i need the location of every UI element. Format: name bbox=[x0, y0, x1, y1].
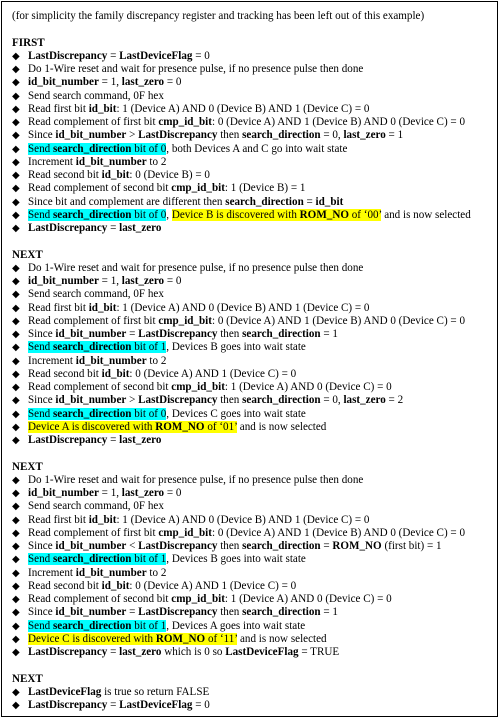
diamond-bullet-icon: ◆ bbox=[12, 143, 20, 155]
variable-name: LastDiscrepancy bbox=[138, 129, 218, 142]
step-text: = 1 bbox=[320, 606, 338, 619]
step-text: Read complement of first bit bbox=[28, 116, 159, 128]
step-item bbox=[12, 381, 491, 394]
step-text: bit of 1 bbox=[131, 341, 167, 354]
step-text: Since bbox=[28, 540, 56, 552]
step-text: Send bbox=[28, 142, 53, 155]
diamond-bullet-icon: ◆ bbox=[12, 355, 20, 367]
step-text: : 1 (Device A) AND 0 (Device C) = 0 bbox=[224, 381, 392, 393]
diamond-bullet-icon: ◆ bbox=[12, 209, 20, 221]
variable-name: LastDeviceFlag bbox=[119, 49, 193, 62]
step-text: to 2 bbox=[146, 566, 167, 579]
variable-name: last_zero bbox=[343, 394, 386, 407]
section-heading: NEXT bbox=[12, 672, 43, 685]
variable-name: search_direction bbox=[52, 619, 132, 632]
diamond-bullet-icon: ◆ bbox=[12, 647, 20, 658]
diamond-bullet-icon: ◆ bbox=[12, 276, 20, 287]
step-text: = bbox=[303, 195, 316, 208]
diamond-bullet-icon: ◆ bbox=[12, 686, 20, 698]
step-text: = 0, bbox=[320, 394, 344, 407]
step-text: and is now selected bbox=[381, 208, 471, 221]
step-item bbox=[12, 408, 491, 421]
variable-name: id_bit_number bbox=[75, 566, 147, 579]
section-2 bbox=[12, 461, 491, 673]
step-text: then bbox=[217, 328, 243, 340]
diamond-bullet-icon: ◆ bbox=[12, 501, 20, 513]
diamond-bullet-icon: ◆ bbox=[12, 382, 20, 393]
diamond-bullet-icon: ◆ bbox=[12, 302, 20, 314]
step-item bbox=[12, 394, 491, 407]
variable-name: id_bit bbox=[101, 579, 130, 592]
step-text: Send bbox=[28, 553, 53, 566]
variable-name: id_bit_number bbox=[28, 487, 99, 499]
step-text: Increment bbox=[28, 155, 76, 168]
diamond-bullet-icon: ◆ bbox=[12, 223, 20, 234]
step-item bbox=[12, 302, 491, 315]
variable-name: LastDiscrepancy bbox=[28, 222, 108, 234]
diamond-bullet-icon: ◆ bbox=[12, 329, 20, 340]
diamond-bullet-icon: ◆ bbox=[12, 488, 20, 499]
step-text: Device C is discovered with bbox=[28, 632, 156, 645]
step-text: Device A is discovered with bbox=[28, 420, 156, 433]
variable-name: cmp_id_bit bbox=[158, 526, 212, 539]
step-text: = 2 bbox=[385, 394, 404, 407]
step-text: Since bbox=[28, 394, 56, 407]
variable-name: id_bit bbox=[101, 367, 130, 380]
step-text: , both Devices A and C go into wait state bbox=[166, 142, 348, 155]
step-text: : 1 (Device A) AND 0 (Device B) AND 1 (Device C) = 0 bbox=[116, 102, 370, 115]
step-item bbox=[12, 606, 491, 619]
spacer bbox=[12, 23, 491, 36]
variable-name: search_direction bbox=[52, 553, 132, 566]
step-item bbox=[12, 103, 491, 116]
step-text: Increment bbox=[28, 354, 76, 367]
variable-name: id_bit_number bbox=[55, 606, 127, 619]
variable-name: last_zero bbox=[343, 129, 386, 142]
variable-name: id_bit bbox=[88, 102, 117, 115]
section-1 bbox=[12, 249, 491, 461]
diamond-bullet-icon: ◆ bbox=[12, 408, 20, 420]
step-text: = 0, bbox=[320, 129, 344, 142]
step-item bbox=[12, 540, 491, 553]
diamond-bullet-icon: ◆ bbox=[12, 620, 20, 632]
sections-container bbox=[12, 37, 491, 713]
variable-name: id_bit bbox=[88, 301, 117, 314]
step-item bbox=[12, 169, 491, 182]
variable-name: id_bit bbox=[88, 513, 117, 526]
step-text: : 1 (Device B) = 1 bbox=[224, 182, 306, 195]
step-text: = bbox=[107, 49, 120, 62]
diamond-bullet-icon: ◆ bbox=[12, 289, 20, 301]
step-text: which is 0 so bbox=[161, 646, 226, 658]
step-text: Read complement of second bit bbox=[28, 182, 172, 195]
variable-name: search_direction bbox=[242, 394, 321, 407]
diamond-bullet-icon: ◆ bbox=[12, 77, 20, 89]
step-item bbox=[12, 90, 491, 103]
diamond-bullet-icon: ◆ bbox=[12, 607, 20, 619]
variable-name: cmp_id_bit bbox=[171, 593, 225, 605]
step-text: Send bbox=[28, 341, 53, 354]
document-frame bbox=[1, 1, 498, 717]
diamond-bullet-icon: ◆ bbox=[12, 342, 20, 354]
variable-name: LastDiscrepancy bbox=[28, 646, 108, 658]
step-item bbox=[12, 580, 491, 593]
step-item bbox=[12, 288, 491, 301]
variable-name: search_direction bbox=[242, 129, 321, 142]
step-text: = 0 bbox=[164, 76, 182, 89]
step-item bbox=[12, 527, 491, 540]
variable-name: search_direction bbox=[225, 195, 304, 208]
variable-name: search_direction bbox=[52, 407, 132, 420]
variable-name: search_direction bbox=[242, 606, 321, 619]
diamond-bullet-icon: ◆ bbox=[12, 368, 20, 380]
step-text: bit of 0 bbox=[131, 208, 167, 221]
step-text: Read complement of first bit bbox=[28, 314, 159, 327]
step-text: bit of 0 bbox=[131, 142, 167, 155]
step-item bbox=[12, 50, 491, 63]
step-text: : 0 (Device A) AND 1 (Device B) AND 0 (Device C) = 0 bbox=[211, 526, 465, 539]
variable-name: id_bit bbox=[315, 195, 344, 208]
variable-name: LastDiscrepancy bbox=[28, 49, 108, 62]
step-text: Send bbox=[28, 619, 53, 632]
step-text: : 0 (Device A) AND 1 (Device B) AND 0 (Device C) = 0 bbox=[211, 314, 465, 327]
step-text: Since bbox=[28, 129, 56, 142]
step-text: Do 1-Wire reset and wait for presence pulse, if no presence pulse then done bbox=[28, 261, 364, 274]
step-text: Since bbox=[28, 328, 56, 340]
step-item bbox=[12, 421, 491, 434]
variable-name: id_bit_number bbox=[75, 155, 147, 168]
variable-name: cmp_id_bit bbox=[158, 116, 212, 128]
step-item bbox=[12, 262, 491, 275]
step-text: Increment bbox=[28, 566, 76, 579]
step-text: Read first bit bbox=[28, 301, 89, 314]
step-text: , bbox=[166, 208, 172, 221]
diamond-bullet-icon: ◆ bbox=[12, 700, 20, 711]
diamond-bullet-icon: ◆ bbox=[12, 594, 20, 605]
step-text: of ‘01’ bbox=[204, 420, 238, 433]
step-text: Send bbox=[28, 407, 53, 420]
step-text: Do 1-Wire reset and wait for presence pulse, if no presence pulse then done bbox=[28, 63, 364, 75]
variable-name: ROM_NO bbox=[299, 208, 349, 221]
step-item bbox=[12, 620, 491, 633]
step-item bbox=[12, 143, 491, 156]
section-0 bbox=[12, 37, 491, 249]
step-item bbox=[12, 514, 491, 527]
step-item bbox=[12, 196, 491, 209]
variable-name: last_zero bbox=[119, 222, 162, 234]
step-item bbox=[12, 434, 491, 447]
step-item bbox=[12, 355, 491, 368]
step-text: (first bit) = 1 bbox=[381, 540, 442, 552]
step-text: = bbox=[107, 434, 120, 446]
section-3 bbox=[12, 673, 491, 713]
step-item bbox=[12, 182, 491, 195]
search-example-text bbox=[12, 10, 491, 712]
step-text: Send search command, 0F hex bbox=[28, 500, 164, 513]
diamond-bullet-icon: ◆ bbox=[12, 435, 20, 446]
step-item bbox=[12, 593, 491, 606]
step-text: = 0 bbox=[164, 487, 182, 499]
step-item bbox=[12, 341, 491, 354]
step-text: = bbox=[107, 646, 120, 658]
step-text: = bbox=[126, 328, 139, 340]
step-item bbox=[12, 368, 491, 381]
step-text: Since bbox=[28, 606, 56, 619]
step-text: bit of 1 bbox=[131, 619, 167, 632]
step-text: : 1 (Device A) AND 0 (Device B) AND 1 (Device C) = 0 bbox=[116, 513, 370, 526]
step-item bbox=[12, 633, 491, 646]
step-text: = 1, bbox=[98, 76, 122, 89]
section-heading: NEXT bbox=[12, 460, 43, 473]
step-item bbox=[12, 328, 491, 341]
step-text: = bbox=[320, 540, 333, 552]
variable-name: ROM_NO bbox=[155, 632, 206, 645]
diamond-bullet-icon: ◆ bbox=[12, 117, 20, 128]
variable-name: id_bit_number bbox=[55, 328, 127, 340]
step-item bbox=[12, 156, 491, 169]
spacer bbox=[12, 659, 491, 672]
variable-name: ROM_NO bbox=[155, 420, 205, 433]
diamond-bullet-icon: ◆ bbox=[12, 103, 20, 115]
step-text: bit of 0 bbox=[131, 407, 167, 420]
step-text: Do 1-Wire reset and wait for presence pulse, if no presence pulse then done bbox=[28, 473, 364, 486]
variable-name: last_zero bbox=[121, 487, 165, 499]
diamond-bullet-icon: ◆ bbox=[12, 474, 20, 486]
step-text: = 0 bbox=[192, 49, 210, 62]
diamond-bullet-icon: ◆ bbox=[12, 156, 20, 168]
diamond-bullet-icon: ◆ bbox=[12, 633, 20, 645]
step-item bbox=[12, 222, 491, 235]
diamond-bullet-icon: ◆ bbox=[12, 315, 20, 327]
step-text: > bbox=[126, 129, 139, 142]
diamond-bullet-icon: ◆ bbox=[12, 183, 20, 195]
variable-name: LastDiscrepancy bbox=[28, 434, 108, 446]
step-item bbox=[12, 129, 491, 142]
step-text: = bbox=[126, 606, 139, 619]
diamond-bullet-icon: ◆ bbox=[12, 527, 20, 539]
variable-name: LastDeviceFlag bbox=[225, 646, 299, 658]
diamond-bullet-icon: ◆ bbox=[12, 395, 20, 407]
variable-name: LastDiscrepancy bbox=[138, 540, 218, 552]
step-text: : 1 (Device A) AND 0 (Device C) = 0 bbox=[224, 593, 392, 605]
variable-name: LastDiscrepancy bbox=[138, 606, 218, 619]
step-text: > bbox=[126, 394, 139, 407]
variable-name: last_zero bbox=[119, 434, 162, 446]
step-text: Read second bit bbox=[28, 367, 102, 380]
step-text: = TRUE bbox=[298, 646, 340, 658]
variable-name: id_bit_number bbox=[28, 76, 99, 89]
step-text: Send bbox=[28, 208, 53, 221]
step-text: : 0 (Device A) AND 1 (Device C) = 0 bbox=[129, 367, 297, 380]
step-text: Read complement of second bit bbox=[28, 381, 172, 393]
variable-name: cmp_id_bit bbox=[171, 182, 225, 195]
variable-name: search_direction bbox=[242, 328, 321, 340]
step-item bbox=[12, 275, 491, 288]
variable-name: id_bit_number bbox=[55, 129, 127, 142]
variable-name: id_bit_number bbox=[28, 275, 99, 287]
variable-name: last_zero bbox=[119, 646, 162, 658]
diamond-bullet-icon: ◆ bbox=[12, 170, 20, 181]
spacer bbox=[12, 235, 491, 248]
variable-name: id_bit_number bbox=[55, 394, 127, 407]
step-text: < bbox=[126, 540, 139, 552]
variable-name: search_direction bbox=[242, 540, 321, 552]
variable-name: search_direction bbox=[52, 142, 132, 155]
diamond-bullet-icon: ◆ bbox=[12, 90, 20, 102]
step-text: Read second bit bbox=[28, 169, 102, 181]
variable-name: LastDeviceFlag bbox=[28, 685, 102, 698]
variable-name: LastDiscrepancy bbox=[138, 328, 218, 340]
step-text: Read complement of first bit bbox=[28, 526, 159, 539]
diamond-bullet-icon: ◆ bbox=[12, 50, 20, 62]
variable-name: cmp_id_bit bbox=[158, 314, 212, 327]
step-text: Send search command, 0F hex bbox=[28, 89, 164, 102]
step-item bbox=[12, 209, 491, 222]
step-text: : 0 (Device B) = 0 bbox=[129, 169, 210, 181]
variable-name: search_direction bbox=[52, 208, 132, 221]
step-text: then bbox=[217, 394, 243, 407]
step-text: = 1, bbox=[98, 275, 122, 287]
step-text: then bbox=[217, 129, 243, 142]
step-item bbox=[12, 686, 491, 699]
step-item bbox=[12, 646, 491, 659]
section-heading: FIRST bbox=[12, 36, 45, 49]
diamond-bullet-icon: ◆ bbox=[12, 541, 20, 552]
step-text: Read complement of second bit bbox=[28, 593, 172, 605]
diamond-bullet-icon: ◆ bbox=[12, 130, 20, 142]
variable-name: last_zero bbox=[121, 275, 165, 287]
step-text: then bbox=[217, 606, 243, 619]
variable-name: id_bit bbox=[101, 169, 130, 181]
step-text: is true so return FALSE bbox=[101, 685, 210, 698]
step-text: = 1 bbox=[320, 328, 338, 340]
diamond-bullet-icon: ◆ bbox=[12, 421, 20, 433]
step-text: to 2 bbox=[146, 155, 167, 168]
step-text: Device B is discovered with bbox=[171, 208, 300, 221]
step-text: of ‘00’ bbox=[348, 208, 382, 221]
step-text: , Devices B goes into wait state bbox=[166, 341, 306, 354]
diamond-bullet-icon: ◆ bbox=[12, 514, 20, 526]
step-item bbox=[12, 500, 491, 513]
step-text: , Devices A goes into wait state bbox=[166, 619, 306, 632]
step-item bbox=[12, 315, 491, 328]
step-item bbox=[12, 487, 491, 500]
step-text: = bbox=[107, 222, 120, 234]
step-text: of ‘11’ bbox=[205, 632, 238, 645]
variable-name: ROM_NO bbox=[332, 540, 382, 552]
step-text: Send search command, 0F hex bbox=[28, 288, 164, 301]
spacer bbox=[12, 447, 491, 460]
step-text: bit of 1 bbox=[131, 553, 167, 566]
step-text: to 2 bbox=[146, 354, 167, 367]
variable-name: LastDiscrepancy bbox=[138, 394, 218, 407]
variable-name: cmp_id_bit bbox=[171, 381, 225, 393]
diamond-bullet-icon: ◆ bbox=[12, 196, 20, 208]
step-text: = 0 bbox=[192, 699, 210, 711]
step-text: Read first bit bbox=[28, 102, 89, 115]
diamond-bullet-icon: ◆ bbox=[12, 567, 20, 579]
step-text: , Devices C goes into wait state bbox=[166, 407, 306, 420]
step-item bbox=[12, 116, 491, 129]
step-text: then bbox=[217, 540, 243, 552]
variable-name: last_zero bbox=[121, 76, 165, 89]
step-text: : 0 (Device A) AND 1 (Device B) AND 0 (Device C) = 0 bbox=[211, 116, 465, 128]
step-text: Since bit and complement are different then bbox=[28, 195, 226, 208]
step-text: = 0 bbox=[164, 275, 182, 287]
step-item bbox=[12, 474, 491, 487]
section-heading: NEXT bbox=[12, 248, 43, 261]
step-text: and is now selected bbox=[237, 420, 327, 433]
variable-name: id_bit_number bbox=[75, 354, 147, 367]
step-text: : 1 (Device A) AND 0 (Device B) AND 1 (Device C) = 0 bbox=[116, 301, 370, 314]
step-text: Read second bit bbox=[28, 579, 102, 592]
step-item bbox=[12, 63, 491, 76]
step-text: = 1 bbox=[385, 129, 404, 142]
step-text: Read first bit bbox=[28, 513, 89, 526]
variable-name: search_direction bbox=[52, 341, 132, 354]
step-item bbox=[12, 76, 491, 89]
step-text: = bbox=[107, 699, 120, 711]
variable-name: LastDiscrepancy bbox=[28, 699, 108, 711]
step-item bbox=[12, 553, 491, 566]
variable-name: id_bit_number bbox=[55, 540, 127, 552]
step-text: = 1, bbox=[98, 487, 122, 499]
intro-note: (for simplicity the family discrepancy register and tracking has been left out of this example) bbox=[12, 10, 425, 22]
diamond-bullet-icon: ◆ bbox=[12, 580, 20, 592]
diamond-bullet-icon: ◆ bbox=[12, 262, 20, 274]
diamond-bullet-icon: ◆ bbox=[12, 64, 20, 75]
step-text: : 0 (Device A) AND 1 (Device C) = 0 bbox=[129, 579, 297, 592]
step-text: and is now selected bbox=[237, 632, 327, 645]
diamond-bullet-icon: ◆ bbox=[12, 554, 20, 566]
step-item bbox=[12, 567, 491, 580]
step-text: , Devices B goes into wait state bbox=[166, 553, 306, 566]
variable-name: LastDeviceFlag bbox=[119, 699, 193, 711]
step-item bbox=[12, 699, 491, 712]
